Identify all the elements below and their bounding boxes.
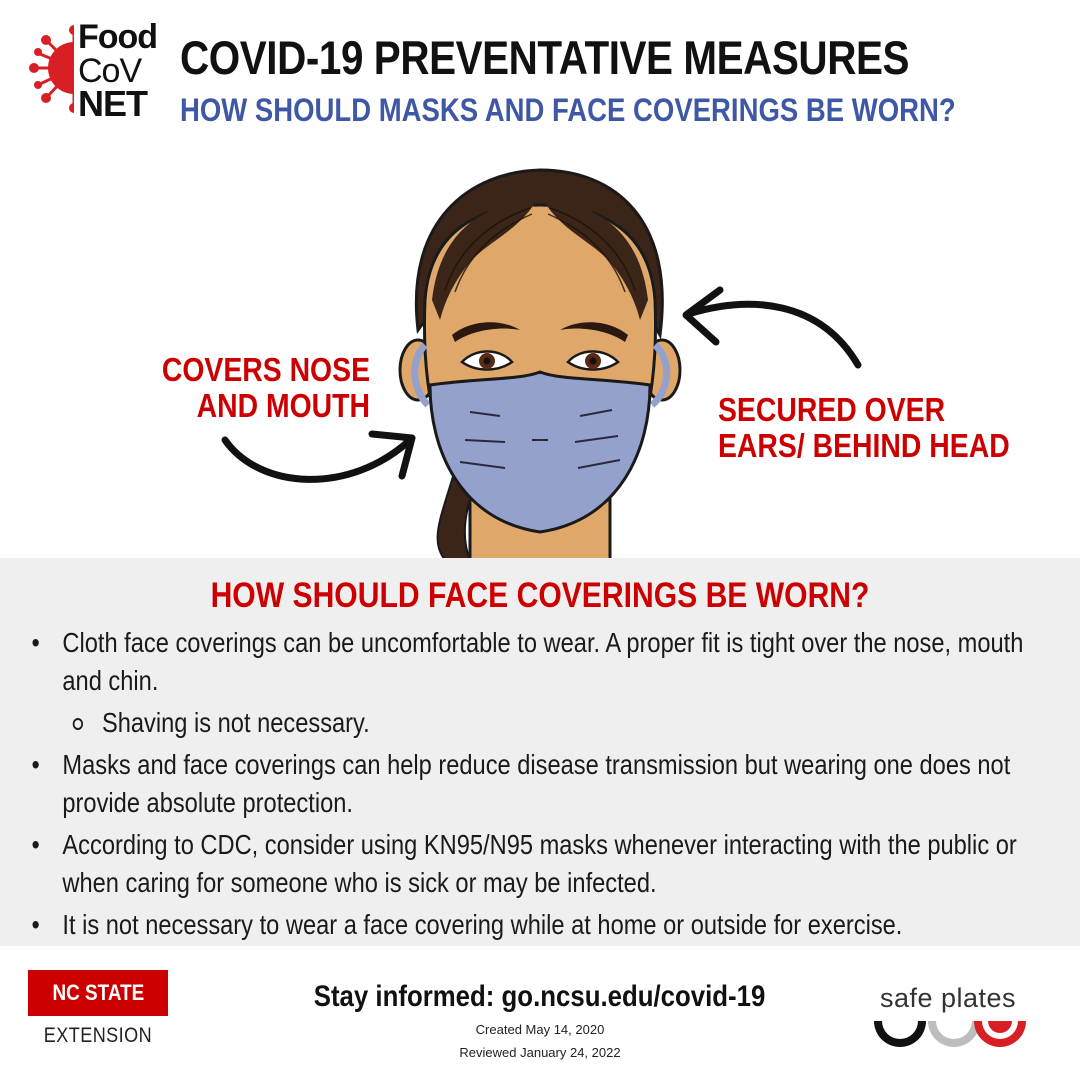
foodcovnet-logo bbox=[26, 18, 161, 123]
created-date: Created May 14, 2020 bbox=[475, 1022, 605, 1037]
bullet-dot-icon: • bbox=[31, 749, 40, 780]
bullet-text: Cloth face coverings can be uncomfortable to wear. A proper fit is tight over the nose, mouth and chin. bbox=[62, 627, 1024, 696]
hollow-bullet-icon bbox=[73, 718, 83, 730]
plates-icon bbox=[868, 983, 1028, 1063]
info-heading: HOW SHOULD FACE COVERINGS BE WORN? bbox=[210, 576, 870, 615]
info-panel bbox=[0, 558, 1080, 946]
stay-informed-link[interactable]: Stay informed: go.ncsu.edu/covid-19 bbox=[314, 980, 766, 1013]
bullet-item bbox=[28, 746, 1043, 822]
page-subtitle: HOW SHOULD MASKS AND FACE COVERINGS BE WORN? bbox=[180, 92, 956, 128]
bullet-dot-icon: • bbox=[31, 909, 40, 940]
extension-label: EXTENSION bbox=[43, 1024, 153, 1047]
bullet-dot-icon: • bbox=[31, 829, 40, 860]
ncstate-label: NC STATE bbox=[52, 980, 144, 1005]
callout-left-line1: COVERS NOSE bbox=[161, 351, 370, 388]
bullet-item bbox=[28, 826, 1043, 902]
sub-bullet-text: Shaving is not necessary. bbox=[101, 707, 370, 738]
bullet-dot-icon: • bbox=[31, 627, 40, 658]
bullet-list bbox=[28, 624, 1043, 948]
logo-text-net: NET bbox=[78, 83, 147, 124]
arrow-left-icon bbox=[225, 440, 410, 479]
page-title: COVID-19 PREVENTATIVE MEASURES bbox=[180, 31, 910, 84]
logo-text-food: Food bbox=[78, 18, 158, 56]
virus-icon bbox=[26, 18, 86, 123]
safe-plates-logo bbox=[868, 983, 1028, 1063]
bullet-text: Masks and face coverings can help reduce disease transmission but wearing one does not provide absolute protection. bbox=[62, 749, 1011, 818]
logo-text-cov: CoV bbox=[78, 52, 142, 90]
callout-secured-ears bbox=[718, 392, 1010, 464]
bullet-text: It is not necessary to wear a face covering while at home or outside for exercise. bbox=[62, 909, 903, 940]
callout-right-line1: SECURED OVER bbox=[718, 391, 946, 428]
bullet-text: According to CDC, consider using KN95/N95 masks whenever interacting with the public or when caring for someone who is sick or may be infected. bbox=[62, 829, 1017, 898]
callout-left-line2: AND MOUTH bbox=[196, 387, 370, 424]
safe-plates-label: safe plates bbox=[879, 983, 1017, 1013]
callout-covers-nose bbox=[138, 352, 370, 424]
reviewed-date: Reviewed January 24, 2022 bbox=[459, 1045, 621, 1060]
arrow-right-icon bbox=[688, 304, 858, 365]
bullet-item bbox=[28, 624, 1043, 700]
sub-bullet-item bbox=[28, 704, 1043, 742]
bullet-item bbox=[28, 906, 1043, 944]
callout-right-line2: EARS/ BEHIND HEAD bbox=[718, 427, 1010, 464]
